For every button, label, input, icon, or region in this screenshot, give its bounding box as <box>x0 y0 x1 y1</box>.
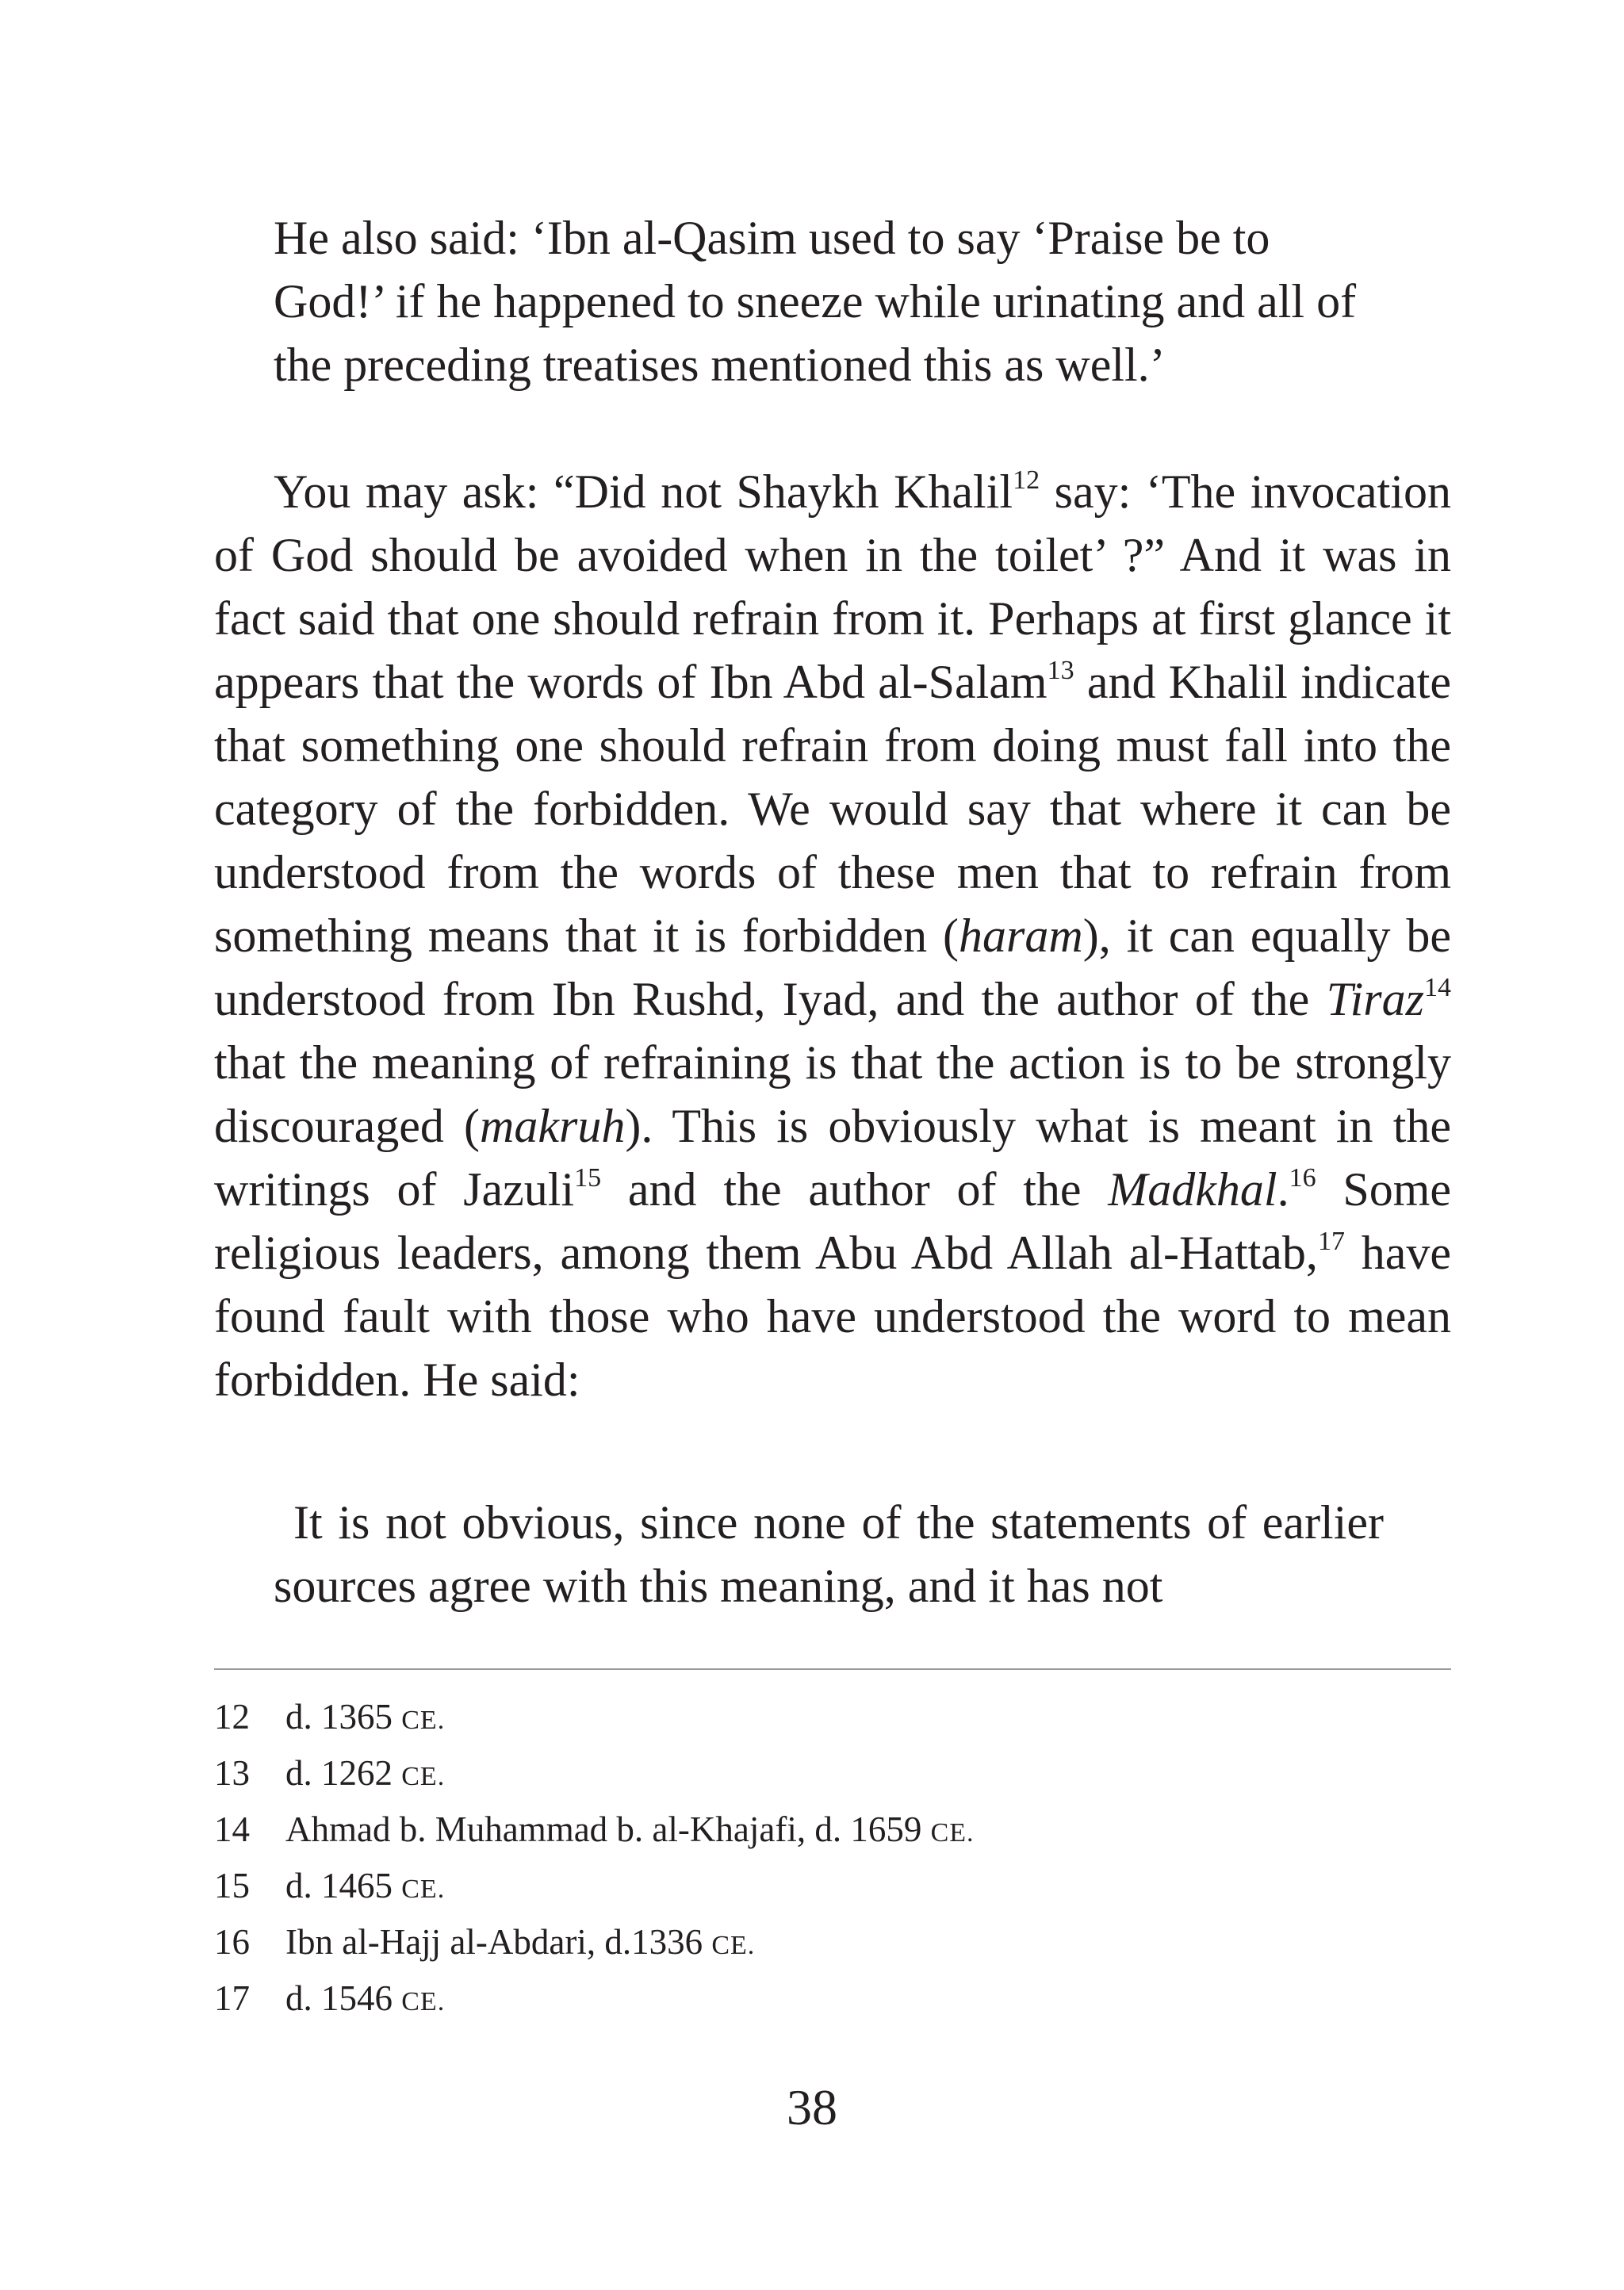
text-run: ), it can equally be understood from Ibn Rushd, Iyad, and the author of the <box>214 909 1451 1025</box>
footnote-ref-14[interactable]: 14 <box>1424 973 1451 1002</box>
text-run: and Khalil indicate that something one should refrain from doing must fall into the category of the forbidden. We would say that where it can be understood from the words of these men that to refrain from something means that it is forbidden ( <box>214 656 1451 962</box>
footnote-number: 16 <box>214 1922 250 1962</box>
footnote-text: d. 1365 CE. <box>285 1697 446 1737</box>
footnote-text: d. 1262 CE. <box>285 1753 446 1793</box>
title-madkhal: Madkhal <box>1108 1163 1277 1216</box>
footnote-text: Ibn al-Hajj al-Abdari, d.1336 CE. <box>285 1922 756 1962</box>
footnote-item <box>214 1859 1451 1916</box>
main-paragraph <box>214 460 1451 1411</box>
footnote-number: 17 <box>214 1978 250 2018</box>
footnote-item <box>214 1803 1451 1859</box>
footnote-text: Ahmad b. Muhammad b. al-Khajafi, d. 1659 CE. <box>285 1809 975 1849</box>
footnote-list <box>214 1691 1451 2028</box>
text-run: . <box>1277 1163 1289 1216</box>
text-run: have found fault with those who have understood the word to mean forbidden. He said: <box>214 1227 1451 1406</box>
footnote-item <box>214 1691 1451 1747</box>
footnote-ref-15[interactable]: 15 <box>574 1163 602 1193</box>
footnote-ref-17[interactable]: 17 <box>1317 1227 1345 1256</box>
quote-text: It is not obvious, since none of the statements of earlier sources agree with this meaning, and it has not <box>274 1496 1384 1612</box>
page-number: 38 <box>787 2079 837 2135</box>
text-run: say: ‘The invocation of God should be avoided when in the toilet’ ?” And it was in fact said that one should refrain from it. Perhaps at first glance it appears that the words of Ibn Abd al-Salam <box>214 465 1452 708</box>
term-makruh: makruh <box>480 1100 626 1152</box>
footnote-text: d. 1465 CE. <box>285 1866 446 1905</box>
text-run: You may ask: “Did not Shaykh Khalil <box>274 465 1013 518</box>
footnote-divider <box>214 1668 1451 1670</box>
footnote-number: 15 <box>214 1866 250 1905</box>
text-run: that the meaning of refraining is that the action is to be strongly discouraged ( <box>214 1036 1451 1152</box>
footnote-item <box>214 1972 1451 2028</box>
footnote-item <box>214 1916 1451 1972</box>
footnote-number: 13 <box>214 1753 250 1793</box>
footnote-text: d. 1546 CE. <box>285 1978 446 2018</box>
block-quote-hattab <box>274 1491 1384 1618</box>
footnote-number: 14 <box>214 1809 250 1849</box>
term-haram: haram <box>959 909 1083 962</box>
footnote-ref-16[interactable]: 16 <box>1289 1163 1316 1193</box>
text-run: ). This is obviously what is meant in the writings of Jazuli <box>214 1100 1452 1216</box>
quote-text: He also said: ‘Ibn al-Qasim used to say ‘Praise be to God!’ if he happened to sneeze while urinating and all of the preceding treatises mentioned this as well.’ <box>274 212 1357 391</box>
title-tiraz: Tiraz <box>1326 973 1424 1025</box>
block-quote-sneeze <box>274 206 1384 396</box>
text-run: Some religious leaders, among them Abu Abd Allah al-Hattab, <box>214 1163 1452 1279</box>
footnote-item <box>214 1747 1451 1803</box>
footnote-ref-12[interactable]: 12 <box>1013 465 1040 495</box>
footnote-ref-13[interactable]: 13 <box>1047 656 1074 685</box>
text-run: and the author of the <box>601 1163 1109 1216</box>
footnote-number: 12 <box>214 1697 250 1737</box>
